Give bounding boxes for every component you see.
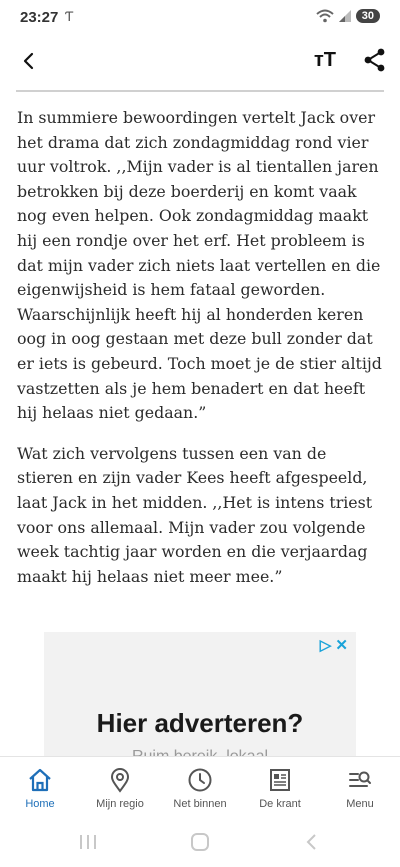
nav-label: Menu <box>346 798 374 810</box>
text-size-button[interactable] <box>312 47 338 73</box>
signal-icon <box>338 9 352 23</box>
clock-icon <box>187 767 213 793</box>
nav-label: Mijn regio <box>96 798 144 810</box>
nav-label: Net binnen <box>173 798 227 810</box>
battery-indicator: 30 <box>356 9 380 23</box>
wifi-icon <box>316 9 334 23</box>
status-time: 23:27 <box>20 9 59 26</box>
status-icons <box>316 9 380 23</box>
nav-mijn-regio[interactable] <box>80 757 160 818</box>
app-bar <box>0 40 400 82</box>
menu-search-icon <box>347 767 373 793</box>
status-bar <box>0 0 400 36</box>
nav-net-binnen[interactable] <box>160 757 240 818</box>
recent-apps-icon[interactable] <box>76 832 100 852</box>
article-paragraph: Wat zich vervolgens tussen een van de stieren en zijn vader Kees heeft afgespeeld, laat Jack in het midden. ,,Het is intens triest voor ons allemaal. Mijn vader zou volgende week tachtig jaar worden en die verjaardag maakt hij helaas niet meer mee.” <box>17 443 373 586</box>
nav-de-krant[interactable] <box>240 757 320 818</box>
location-pin-icon <box>107 767 133 793</box>
share-button[interactable] <box>362 47 388 73</box>
nav-menu[interactable] <box>320 757 400 818</box>
chevron-left-icon <box>25 54 32 68</box>
home-button-icon[interactable] <box>188 832 212 852</box>
bottom-navigation <box>0 756 400 818</box>
text-size-icon: тT <box>313 49 336 71</box>
back-button[interactable] <box>16 48 42 74</box>
adchoices-icon[interactable]: ▷ ✕ <box>319 637 348 654</box>
header-divider <box>16 90 384 92</box>
nav-home[interactable] <box>0 757 80 818</box>
article-paragraph: In summiere bewoordingen vertelt Jack over het drama dat zich zondagmiddag rond vier uur voltrok. ,,Mijn vader is al tientallen jaren betrokken bij deze boerderij en komt vaak nog even helpen. Ook zondagmiddag maakt hij een rondje over het erf. Het probleem is dat mijn vader zich niets laat vertellen en die eigenwijsheid is hem fataal geworden. Waarschijnlijk heeft hij al honderden keren oog in oog gestaan met deze bull zonder dat er iets is gebeurd. Toch moet je de stier altijd vastzetten als je hem benadert en dat heeft hij helaas niet gedaan.” <box>17 108 382 423</box>
ad-title: Hier adverteren? <box>96 708 304 738</box>
back-nav-icon[interactable] <box>300 832 324 852</box>
newspaper-icon <box>267 767 293 793</box>
article-body <box>17 106 385 605</box>
nav-label: De krant <box>259 798 301 810</box>
system-navigation-bar <box>0 818 400 867</box>
carrier-icon: Ƭ <box>65 8 74 24</box>
home-icon <box>27 767 53 793</box>
share-icon <box>365 49 385 72</box>
nav-label: Home <box>25 798 55 810</box>
